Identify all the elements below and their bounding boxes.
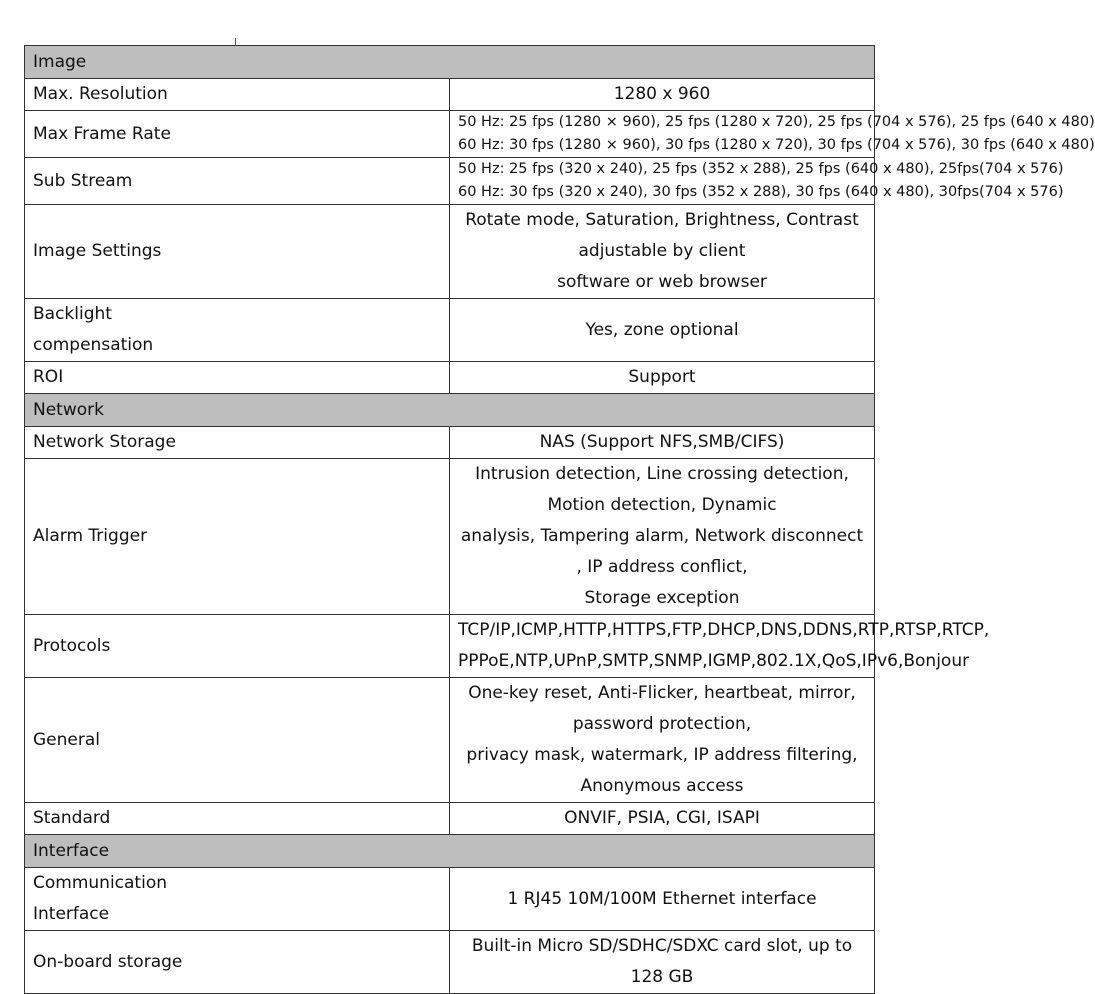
spec-row bbox=[25, 205, 875, 299]
spec-value bbox=[450, 299, 875, 362]
spec-value-line: TCP/IP,ICMP,HTTP,HTTPS,FTP,DHCP,DNS,DDNS,RTP,RTSP,RTCP, bbox=[458, 620, 990, 640]
section-title: Image bbox=[25, 46, 875, 79]
spec-label-line: Communication bbox=[33, 873, 167, 893]
spec-value-line: PPPoE,NTP,UPnP,SMTP,SNMP,IGMP,802.1X,QoS,IPv6,Bonjour bbox=[458, 651, 970, 671]
spec-value bbox=[450, 931, 875, 994]
spec-value bbox=[450, 803, 875, 835]
spec-label-line: Max. Resolution bbox=[33, 84, 168, 104]
spec-label-line: Backlight bbox=[33, 304, 112, 324]
section-title: Interface bbox=[25, 835, 875, 868]
spec-value bbox=[450, 362, 875, 394]
spec-value-line: analysis, Tampering alarm, Network disconnect , IP address conflict, bbox=[460, 526, 864, 577]
spec-row bbox=[25, 362, 875, 394]
spec-label bbox=[25, 615, 450, 678]
spec-row bbox=[25, 427, 875, 459]
spec-row bbox=[25, 299, 875, 362]
section-header-row bbox=[25, 46, 875, 79]
spec-row bbox=[25, 803, 875, 835]
spec-label-line: Protocols bbox=[33, 635, 111, 656]
spec-value-line: One-key reset, Anti-Flicker, heartbeat, mirror, password protection, bbox=[468, 683, 856, 734]
spec-value-line: software or web browser bbox=[557, 272, 767, 292]
spec-row bbox=[25, 678, 875, 803]
spec-row bbox=[25, 931, 875, 994]
spec-label-line: General bbox=[33, 729, 100, 750]
spec-row bbox=[25, 615, 875, 678]
spec-value bbox=[450, 79, 875, 111]
spec-value-line: NAS (Support NFS,SMB/CIFS) bbox=[539, 432, 785, 452]
spec-row bbox=[25, 158, 875, 205]
spec-value bbox=[450, 158, 1064, 205]
spec-value-line: 50 Hz: 25 fps (1280 × 960), 25 fps (1280 x 720), 25 fps (704 x 576), 25 fps (640 x 480) bbox=[458, 114, 1095, 130]
spec-label-line: On-board storage bbox=[33, 951, 183, 972]
spec-value-line: ONVIF, PSIA, CGI, ISAPI bbox=[564, 808, 760, 828]
spec-table-body bbox=[25, 46, 1095, 994]
spec-label bbox=[25, 299, 450, 362]
spec-label-line: Interface bbox=[33, 904, 110, 924]
spec-label bbox=[25, 931, 450, 994]
spec-value-line: Rotate mode, Saturation, Brightness, Contrast adjustable by client bbox=[465, 210, 859, 261]
spec-row bbox=[25, 868, 875, 931]
spec-label bbox=[25, 678, 450, 803]
spec-label bbox=[25, 803, 450, 835]
spec-value-line: 60 Hz: 30 fps (320 x 240), 30 fps (352 x 288), 30 fps (640 x 480), 30fps(704 x 576) bbox=[458, 184, 1064, 200]
spec-value-line: Support bbox=[628, 367, 696, 387]
spec-label bbox=[25, 79, 450, 111]
spec-value-line: 1 RJ45 10M/100M Ethernet interface bbox=[507, 888, 817, 909]
spec-label bbox=[25, 362, 450, 394]
spec-value-line: 60 Hz: 30 fps (1280 × 960), 30 fps (1280 x 720), 30 fps (704 x 576), 30 fps (640 x 480) bbox=[458, 137, 1095, 153]
spec-row bbox=[25, 79, 875, 111]
section-header-row bbox=[25, 835, 875, 868]
spec-value bbox=[450, 427, 875, 459]
spec-label-line: Network Storage bbox=[33, 432, 176, 452]
spec-row bbox=[25, 111, 875, 158]
spec-table-container bbox=[24, 45, 1095, 994]
spec-label bbox=[25, 427, 450, 459]
spec-value bbox=[450, 678, 875, 803]
spec-value bbox=[450, 868, 875, 931]
spec-label bbox=[25, 158, 450, 205]
spec-value-line: Yes, zone optional bbox=[585, 319, 739, 340]
spec-label-line: Alarm Trigger bbox=[33, 526, 148, 546]
spec-value bbox=[450, 459, 875, 615]
section-title: Network bbox=[25, 394, 875, 427]
section-header-row bbox=[25, 394, 875, 427]
spec-label-line: Image Settings bbox=[33, 241, 162, 261]
spec-table bbox=[24, 45, 1095, 994]
spec-label bbox=[25, 205, 450, 299]
spec-label-line: Max Frame Rate bbox=[33, 123, 171, 144]
spec-row bbox=[25, 459, 875, 615]
spec-value bbox=[450, 111, 1095, 158]
spec-label bbox=[25, 868, 450, 931]
spec-label-line: Sub Stream bbox=[33, 170, 133, 191]
spec-label bbox=[25, 459, 450, 615]
spec-value-line: Built-in Micro SD/SDHC/SDXC card slot, up to 128 GB bbox=[471, 936, 853, 987]
spec-value-line: 50 Hz: 25 fps (320 x 240), 25 fps (352 x 288), 25 fps (640 x 480), 25fps(704 x 576) bbox=[458, 161, 1064, 177]
spec-label bbox=[25, 111, 450, 158]
spec-label-line: Standard bbox=[33, 808, 111, 828]
spec-value bbox=[450, 205, 875, 299]
spec-label-line: ROI bbox=[33, 367, 64, 387]
spec-value-line: privacy mask, watermark, IP address filtering, Anonymous access bbox=[466, 745, 858, 796]
spec-value-line: 1280 x 960 bbox=[613, 84, 711, 104]
spec-value-line: Intrusion detection, Line crossing detection, Motion detection, Dynamic bbox=[475, 464, 849, 515]
spec-value-line: Storage exception bbox=[584, 588, 740, 608]
spec-value bbox=[450, 615, 990, 678]
spec-label-line: compensation bbox=[33, 335, 154, 355]
